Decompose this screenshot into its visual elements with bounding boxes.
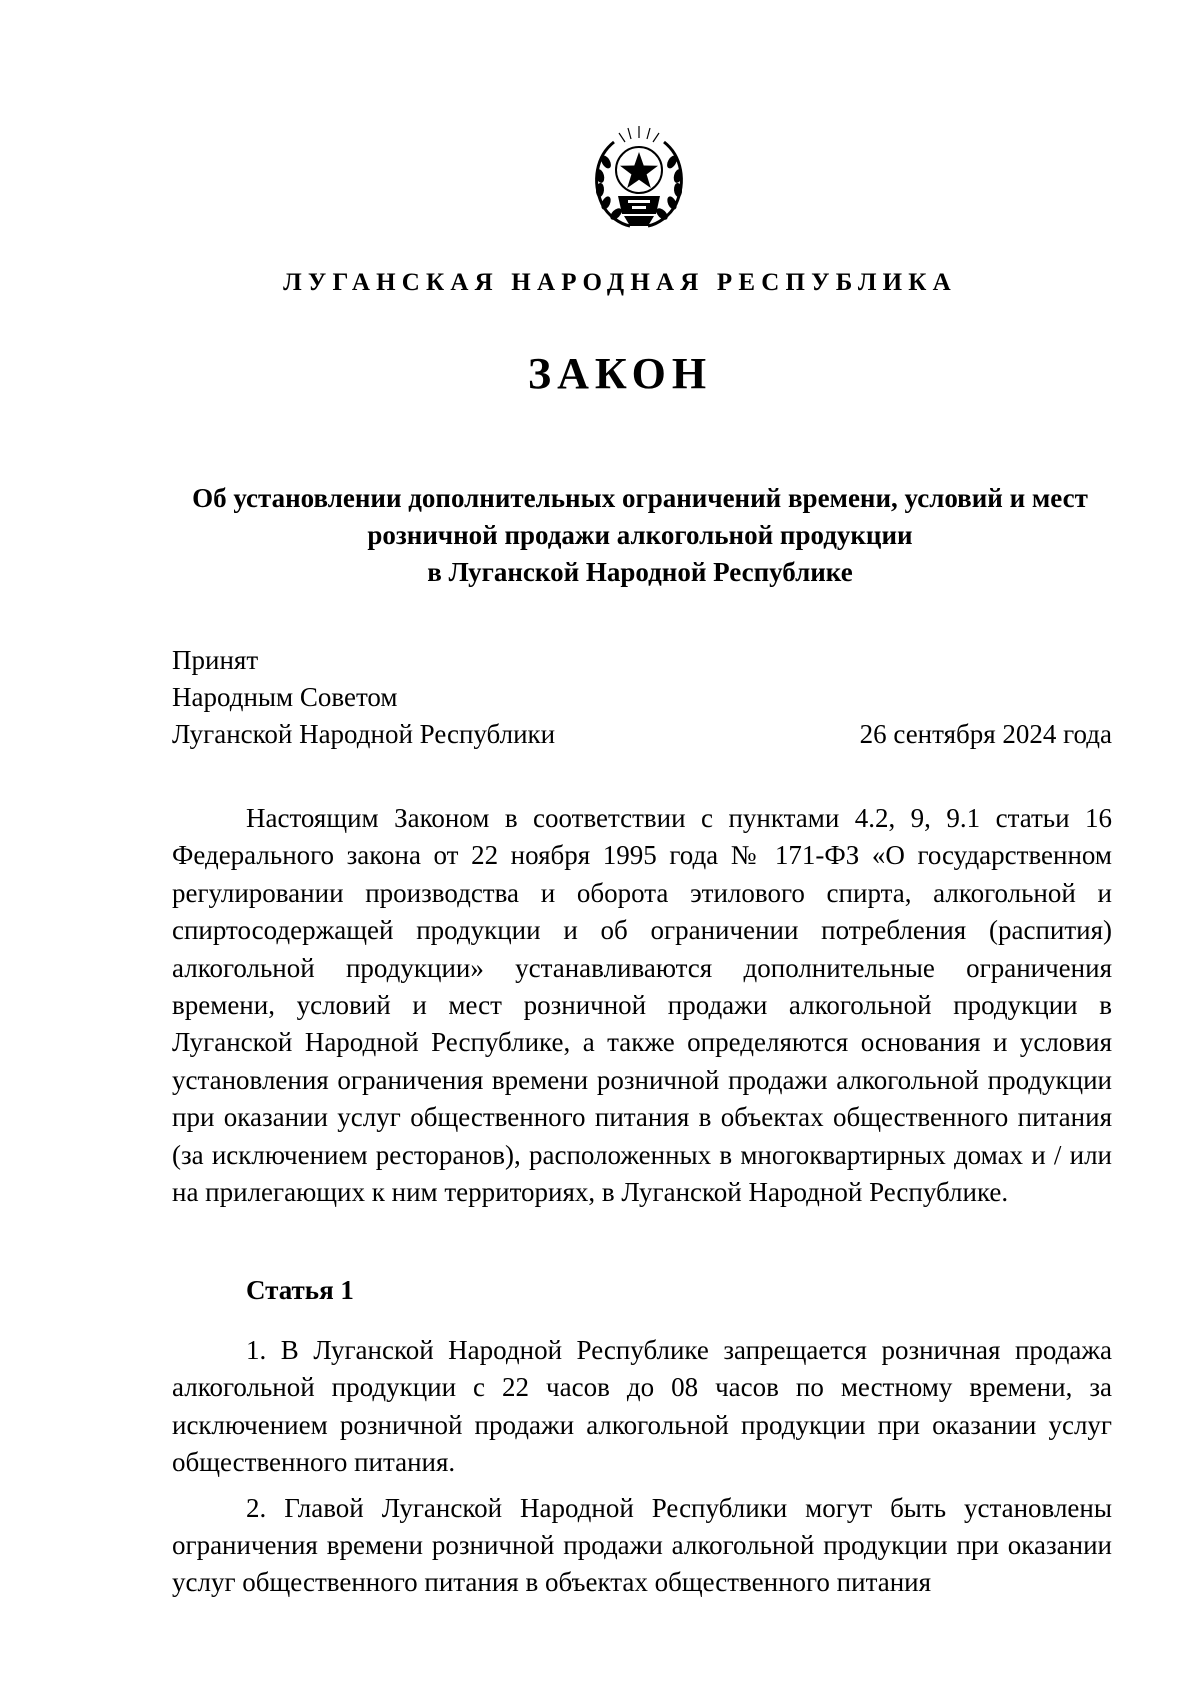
adoption-line: Народным Советом (172, 682, 398, 712)
adoption-line: Луганской Народной Республики (172, 719, 556, 749)
article-paragraph: 2. Главой Луганской Народной Республики могут быть установлены ограничения времени розничной продажи алкогольной продукции при оказании услуг общественного питания в объектах общественного питания (172, 1492, 1112, 1598)
law-subject-line: розничной продажи алкогольной продукции (367, 520, 913, 550)
law-subject-line: Об установлении дополнительных ограничений времени, условий и мест (192, 483, 1088, 513)
adoption-block (172, 642, 1112, 753)
article-paragraph: 1. В Луганской Народной Республике запрещается розничная продажа алкогольной продукции с 22 часов до 08 часов по местному времени, за исключением розничной продажи алкогольной продукции при оказании услуг общественного питания. (172, 1335, 1112, 1478)
article-body (172, 1332, 1112, 1602)
preamble-paragraph: Настоящим Законом в соответствии с пунктами 4.2, 9, 9.1 статьи 16 Федерального закона от 22 ноября 1995 года № 171-ФЗ «О государственном регулировании производства и оборота этилового спирта, алкогольной и спиртосодержащей продукции и об ограничении потребления (распития) алкогольной продукции» устанавливаются дополнительные ограничения времени, условий и мест розничной продажи алкогольной продукции в Луганской Народной Республике, а также определяются основания и условия установления ограничения времени розничной продажи алкогольной продукции при оказании услуг общественного питания в объектах общественного питания (за исключением ресторанов), расположенных в многоквартирных домах и / или на прилегающих к ним территориях, в Луганской Народной Республике. (172, 803, 1112, 1208)
adoption-line: Принят (172, 645, 259, 675)
law-subject-line: в Луганской Народной Республике (427, 557, 853, 587)
article-heading: Статья 1 (246, 1275, 354, 1305)
republic-name: ЛУГАНСКАЯ НАРОДНАЯ РЕСПУБЛИКА (283, 269, 957, 296)
adoption-date: 26 сентября 2024 года (859, 719, 1112, 749)
adoption-row (172, 716, 1112, 753)
preamble (172, 800, 1112, 1211)
document-type-title: ЗАКОН (527, 349, 713, 398)
coat-of-arms-icon (584, 122, 694, 234)
law-subject-title (150, 480, 1130, 591)
